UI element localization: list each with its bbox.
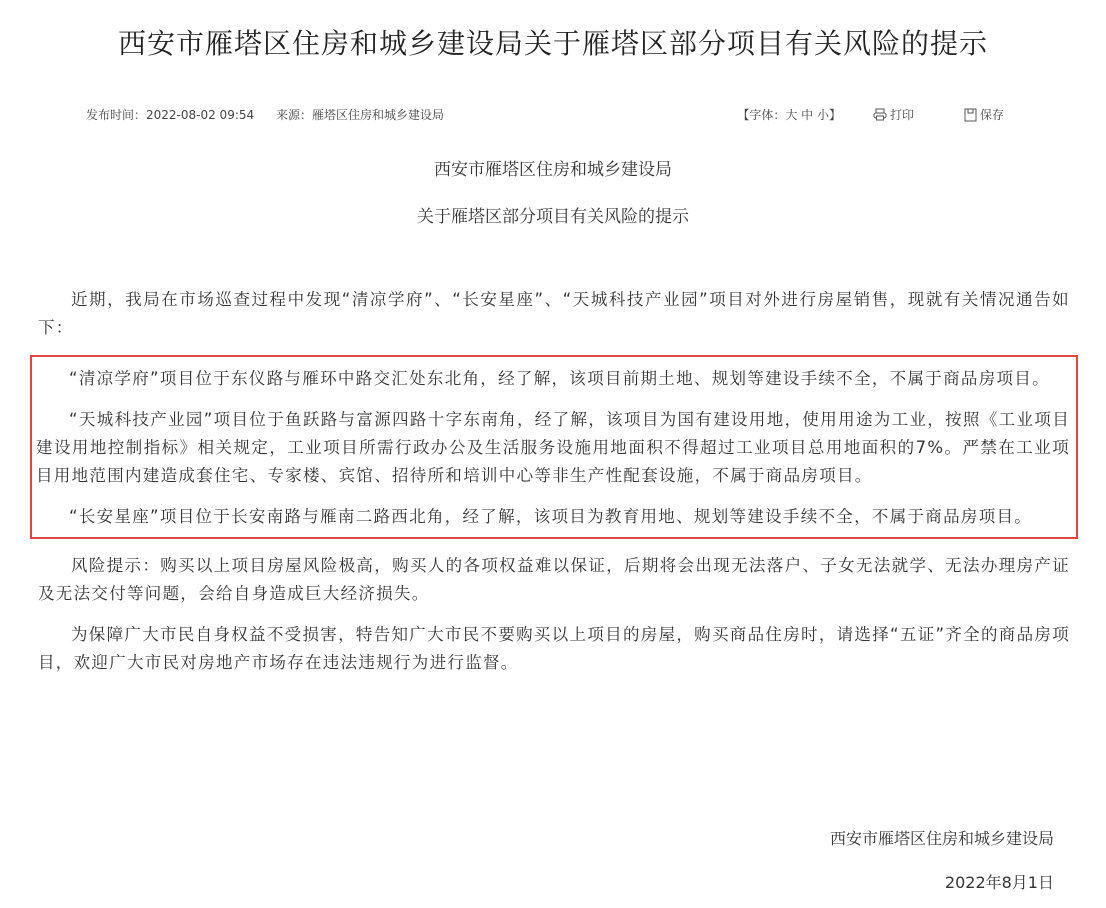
document-org: 西安市雁塔区住房和城乡建设局 [434, 160, 672, 180]
document-subtitle: 关于雁塔区部分项目有关风险的提示 [417, 207, 689, 227]
signature-date: 2022年8月1日 [944, 873, 1054, 892]
print-button[interactable] [873, 106, 932, 123]
signature-org: 西安市雁塔区住房和城乡建设局 [829, 829, 1054, 848]
intro-paragraph: 近期，我局在市场巡查过程中发现“清凉学府”、“长安星座”、“天城科技产业园”项目对外进行房屋销售，现就有关情况通告如下： [38, 290, 1070, 337]
project-paragraph: “长安星座”项目位于长安南路与雁南二路西北角，经了解，该项目为教育用地、规划等建设手续不全，不属于商品房项目。 [69, 507, 1033, 526]
publish-time: 发布时间：2022-08-02 09:54 [86, 108, 255, 122]
save-button[interactable] [964, 106, 1022, 123]
save-label: 保存 [979, 108, 1004, 122]
advice-paragraph: 为保障广大市民自身权益不受损害，特告知广大市民不要购买以上项目的房屋，购买商品住房时，请选择“五证”齐全的商品房项目，欢迎广大市民对房地产市场存在违法违规行为进行监督。 [38, 625, 1070, 672]
highlighted-section [30, 355, 1078, 539]
print-label: 打印 [889, 108, 914, 122]
risk-paragraph: 风险提示：购买以上项目房屋风险极高，购买人的各项权益难以保证，后期将会出现无法落户、子女无法就学、无法办理房产证及无法交付等问题，会给自身造成巨大经济损失。 [38, 556, 1070, 603]
project-paragraph: “清凉学府”项目位于东仪路与雁环中路交汇处东北角，经了解，该项目前期土地、规划等建设手续不全，不属于商品房项目。 [69, 369, 1050, 388]
article-body [38, 286, 1070, 690]
article-meta [86, 106, 1040, 123]
font-size-selector[interactable]: 【字体：大 中 小】 [737, 108, 841, 122]
project-paragraph: “天城科技产业园”项目位于鱼跃路与富源四路十字东南角，经了解，该项目为国有建设用地，使用用途为工业，按照《工业项目建设用地控制指标》相关规定，工业项目所需行政办公及生活服务设施用地面积不得超过工业项目总用地面积的7%。严禁在工业项目用地范围内建造成套住宅、专家楼、宾馆、招待所和培训中心等非生产性配套设施，不属于商品房项目。 [36, 410, 1070, 485]
source: 来源：雁塔区住房和城乡建设局 [275, 108, 444, 122]
printer-icon [873, 108, 887, 121]
save-icon [964, 108, 977, 122]
page-title: 西安市雁塔区住房和城乡建设局关于雁塔区部分项目有关风险的提示 [117, 27, 988, 60]
